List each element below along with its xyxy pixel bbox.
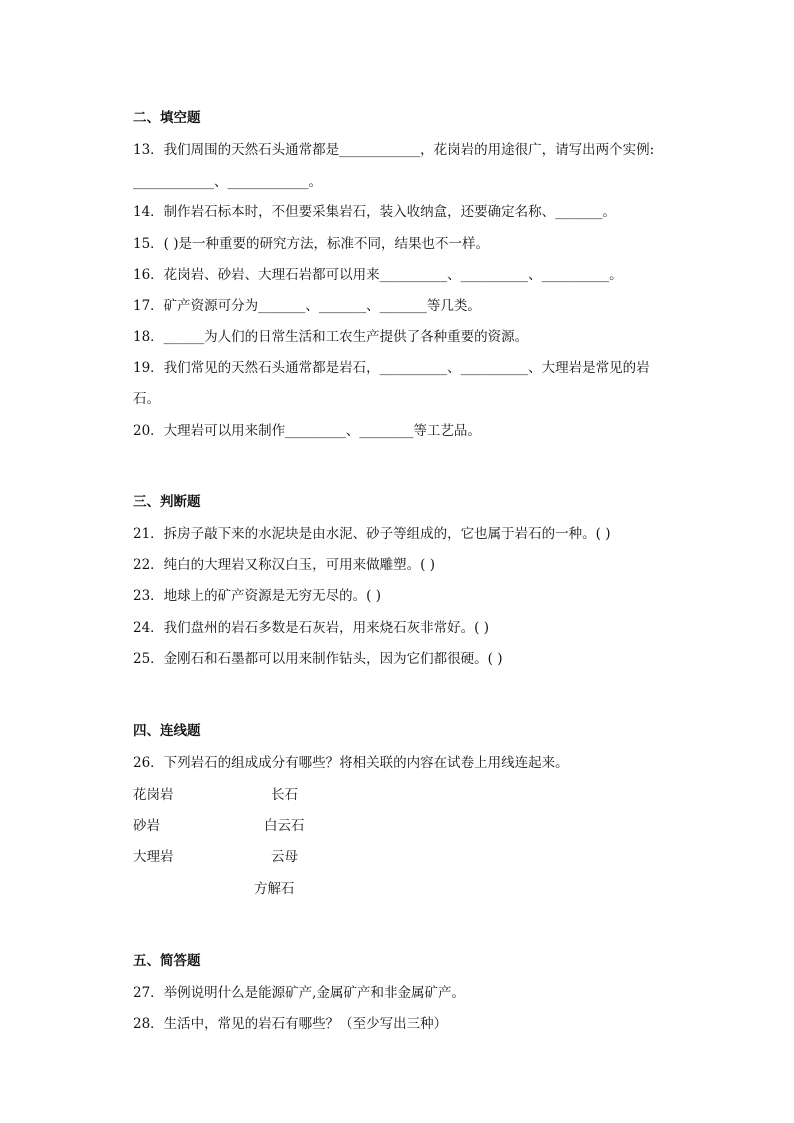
question-26: 26．下列岩石的组成成分有哪些？将相关联的内容在试卷上用线连起来。: [133, 755, 569, 771]
question-24: 24．我们盘州的岩石多数是石灰岩，用来烧石灰非常好。( ): [133, 620, 490, 636]
section-heading-short-answer: 五、简答题: [133, 953, 201, 969]
section-heading-matching: 四、连线题: [133, 723, 201, 739]
section-heading-true-false: 三、判断题: [133, 494, 201, 510]
question-20: 20．大理岩可以用来制作_________、________等工艺品。: [133, 423, 481, 439]
matching-left-item: 砂岩: [133, 818, 160, 834]
question-13-line2: ____________、____________。: [133, 174, 322, 190]
question-17: 17．矿产资源可分为_______、_______、_______等几类。: [133, 298, 481, 314]
question-15: 15．( )是一种重要的研究方法，标准不同，结果也不一样。: [133, 236, 490, 252]
question-21: 21．拆房子敲下来的水泥块是由水泥、砂子等组成的，它也属于岩石的一种。( ): [133, 526, 611, 542]
matching-right-item: 长石: [271, 787, 298, 803]
question-23: 23．地球上的矿产资源是无穷无尽的。( ): [133, 588, 382, 604]
question-25: 25．金刚石和石墨都可以用来制作钻头，因为它们都很硬。( ): [133, 651, 503, 667]
matching-left-item: 花岗岩: [133, 787, 174, 803]
question-14: 14．制作岩石标本时，不但要采集岩石，装入收纳盒，还要确定名称、_______。: [133, 204, 616, 220]
question-18: 18．______为人们的日常生活和工农生产提供了各种重要的资源。: [133, 329, 529, 345]
question-28: 28．生活中，常见的岩石有哪些？（至少写出三种）: [133, 1016, 448, 1032]
matching-right-item: 云母: [271, 849, 298, 865]
matching-left-item: 大理岩: [133, 849, 174, 865]
question-19-line1: 19．我们常见的天然石头通常都是岩石，__________、__________、大理岩是常见的岩: [133, 360, 650, 376]
question-16: 16．花岗岩、砂岩、大理石岩都可以用来__________、__________、__________。: [133, 267, 623, 283]
section-heading-fill-in: 二、填空题: [133, 110, 201, 126]
question-27: 27．举例说明什么是能源矿产,金属矿产和非金属矿产。: [133, 985, 465, 1001]
matching-right-item: 方解石: [254, 881, 295, 897]
question-19-line2: 石。: [133, 391, 160, 407]
matching-right-item: 白云石: [264, 818, 305, 834]
question-22: 22．纯白的大理岩又称汉白玉，可用来做雕塑。( ): [133, 557, 436, 573]
question-13-line1: 13．我们周围的天然石头通常都是____________，花岗岩的用途很广，请写出两个实例:: [133, 142, 655, 158]
